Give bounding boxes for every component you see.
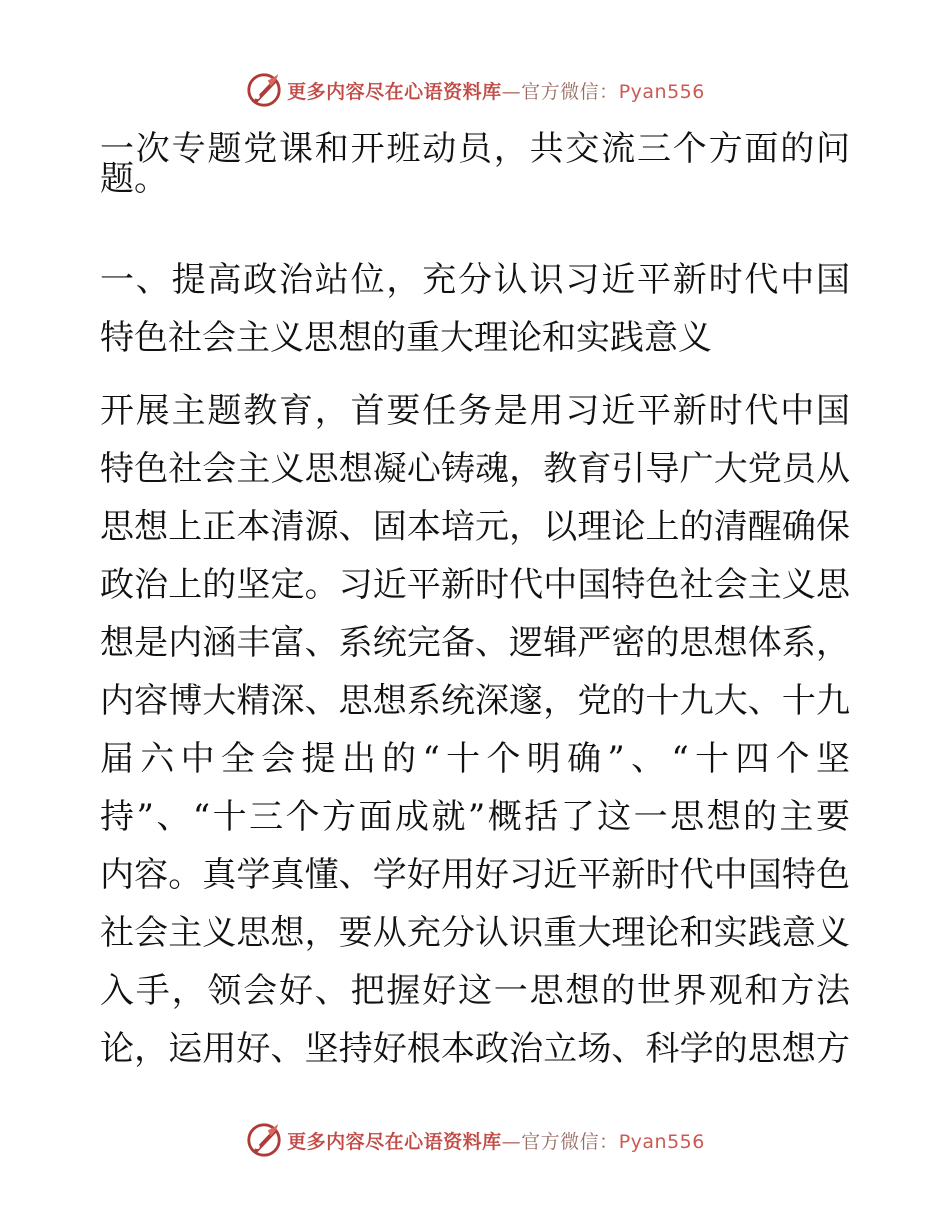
text-line: 想是内涵丰富、系统完备、逻辑严密的思想体系， — [100, 623, 850, 663]
text-line: 政治上的坚定。习近平新时代中国特色社会主义思 — [100, 565, 850, 605]
text-line: 一次专题党课和开班动员，共交流三个方面的问 — [100, 129, 850, 169]
text-line: 思想上正本清源、固本培元，以理论上的清醒确保 — [100, 507, 850, 547]
watermark-wechat-label: 官方微信： — [521, 80, 619, 103]
watermark-wechat-label: 官方微信： — [521, 1130, 619, 1153]
quill-logo-icon — [245, 1121, 283, 1159]
text-line: 内容博大精深、思想系统深邃，党的十九大、十九 — [100, 681, 850, 721]
watermark-text — [287, 1127, 705, 1154]
heading-line: 一、提高政治站位，充分认识习近平新时代中国 — [100, 260, 850, 300]
text-line: 特色社会主义思想凝心铸魂，教育引导广大党员从 — [100, 449, 850, 489]
watermark-wechat-id: Pyan556 — [618, 1130, 705, 1153]
heading-line: 特色社会主义思想的重大理论和实践意义 — [100, 318, 712, 358]
text-line: 届六中全会提出的“十个明确”、“十四个坚 — [100, 739, 850, 779]
watermark-separator: — — [501, 80, 522, 103]
watermark-main-text: 更多内容尽在心语资料库 — [287, 1130, 502, 1153]
text-line: 社会主义思想，要从充分认识重大理论和实践意义 — [100, 913, 850, 953]
text-line: 题。 — [100, 159, 168, 199]
watermark-text — [287, 77, 705, 104]
watermark-separator: — — [501, 1130, 522, 1153]
text-line: 持”、“十三个方面成就”概括了这一思想的主要 — [100, 797, 850, 837]
footer-watermark — [0, 1120, 950, 1160]
header-watermark — [0, 70, 950, 110]
text-line: 开展主题教育，首要任务是用习近平新时代中国 — [100, 391, 850, 431]
watermark-wechat-id: Pyan556 — [618, 80, 705, 103]
quill-logo-icon — [245, 71, 283, 109]
text-line: 入手，领会好、把握好这一思想的世界观和方法 — [100, 971, 850, 1011]
watermark-main-text: 更多内容尽在心语资料库 — [287, 80, 502, 103]
text-line: 论，运用好、坚持好根本政治立场、科学的思想方 — [100, 1029, 850, 1069]
text-line: 内容。真学真懂、学好用好习近平新时代中国特色 — [100, 855, 850, 895]
